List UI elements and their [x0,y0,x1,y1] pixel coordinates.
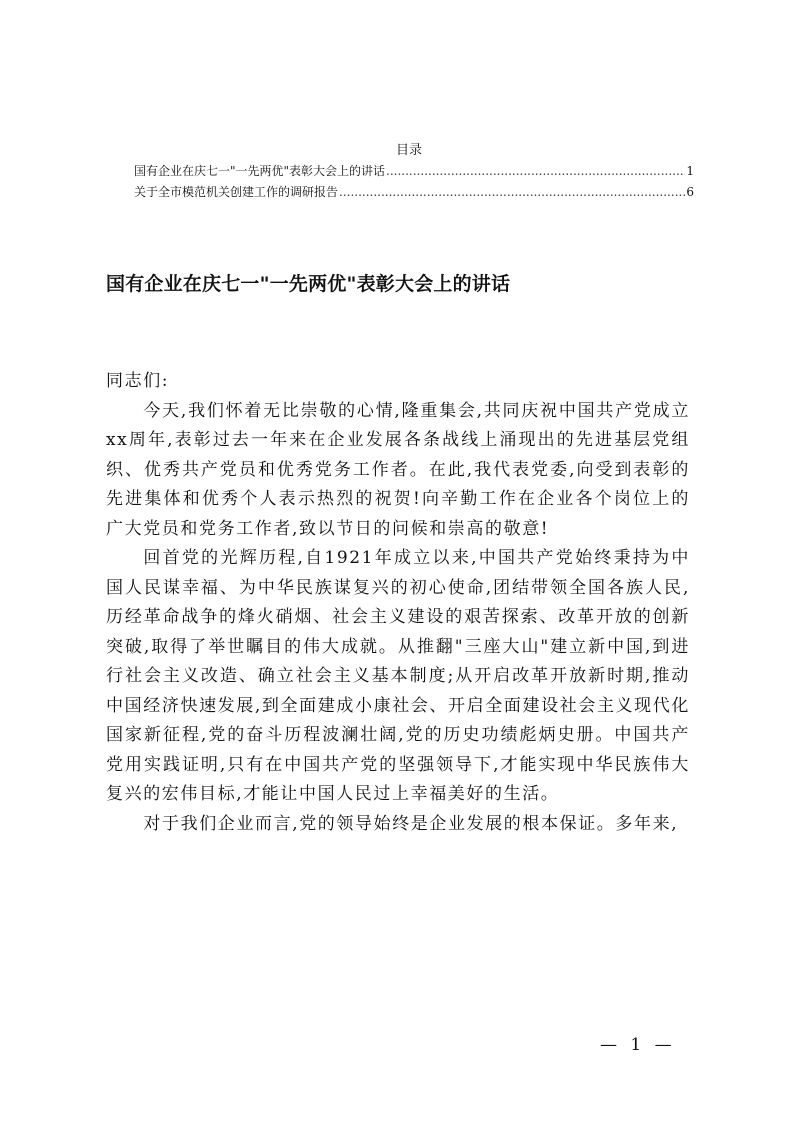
toc-entry-title[interactable]: 国有企业在庆七一"一先两优"表彰大会上的讲话 [134,164,386,178]
body-paragraph: 今天,我们怀着无比崇敬的心情,隆重集会,共同庆祝中国共产党成立xx周年,表彰过去一年来在企业发展各条战线上涌现出的先进基层党组织、优秀共产党员和优秀党务工作者。在此,我代表党委,向受到表彰的先进集体和优秀个人表示热烈的祝贺!向辛勤工作在企业各个岗位上的广大党员和党务工作者,致以节日的问候和崇高的敬意! [106,400,690,539]
toc-entry[interactable] [134,161,694,182]
toc-dot-leader [339,182,685,203]
body-paragraph: 对于我们企业而言,党的领导始终是企业发展的根本保证。多年来, [143,813,679,834]
toc-dot-leader [386,161,685,182]
toc-entry-title[interactable]: 关于全市模范机关创建工作的调研报告 [134,185,339,199]
toc-entry[interactable] [134,182,694,203]
page-number: — 1 — [600,1035,676,1055]
toc-entry-page[interactable]: 6 [686,185,694,199]
table-of-contents [134,140,694,203]
body-paragraph: 回首党的光辉历程,自1921年成立以来,中国共产党始终秉持为中国人民谋幸福、为中华民族谋复兴的初心使命,团结带领全国各族人民,历经革命战争的烽火硝烟、社会主义建设的艰苦探索、改革开放的创新突破,取得了举世瞩目的伟大成就。从推翻"三座大山"建立新中国,到进行社会主义改造、确立社会主义基本制度;从开启改革开放新时期,推动中国经济快速发展,到全面建成小康社会、开启全面建设社会主义现代化国家新征程,党的奋斗历程波澜壮阔,党的历史功绩彪炳史册。中国共产党用实践证明,只有在中国共产党的坚强领导下,才能实现中华民族伟大复兴的宏伟目标,才能让中国人民过上幸福美好的生活。 [106,548,690,804]
toc-entry-page[interactable]: 1 [686,164,694,178]
toc-heading: 目录 [395,143,422,158]
salutation: 同志们: [106,371,170,391]
document-body [106,367,690,839]
document-title: 国有企业在庆七一"一先两优"表彰大会上的讲话 [106,273,511,295]
